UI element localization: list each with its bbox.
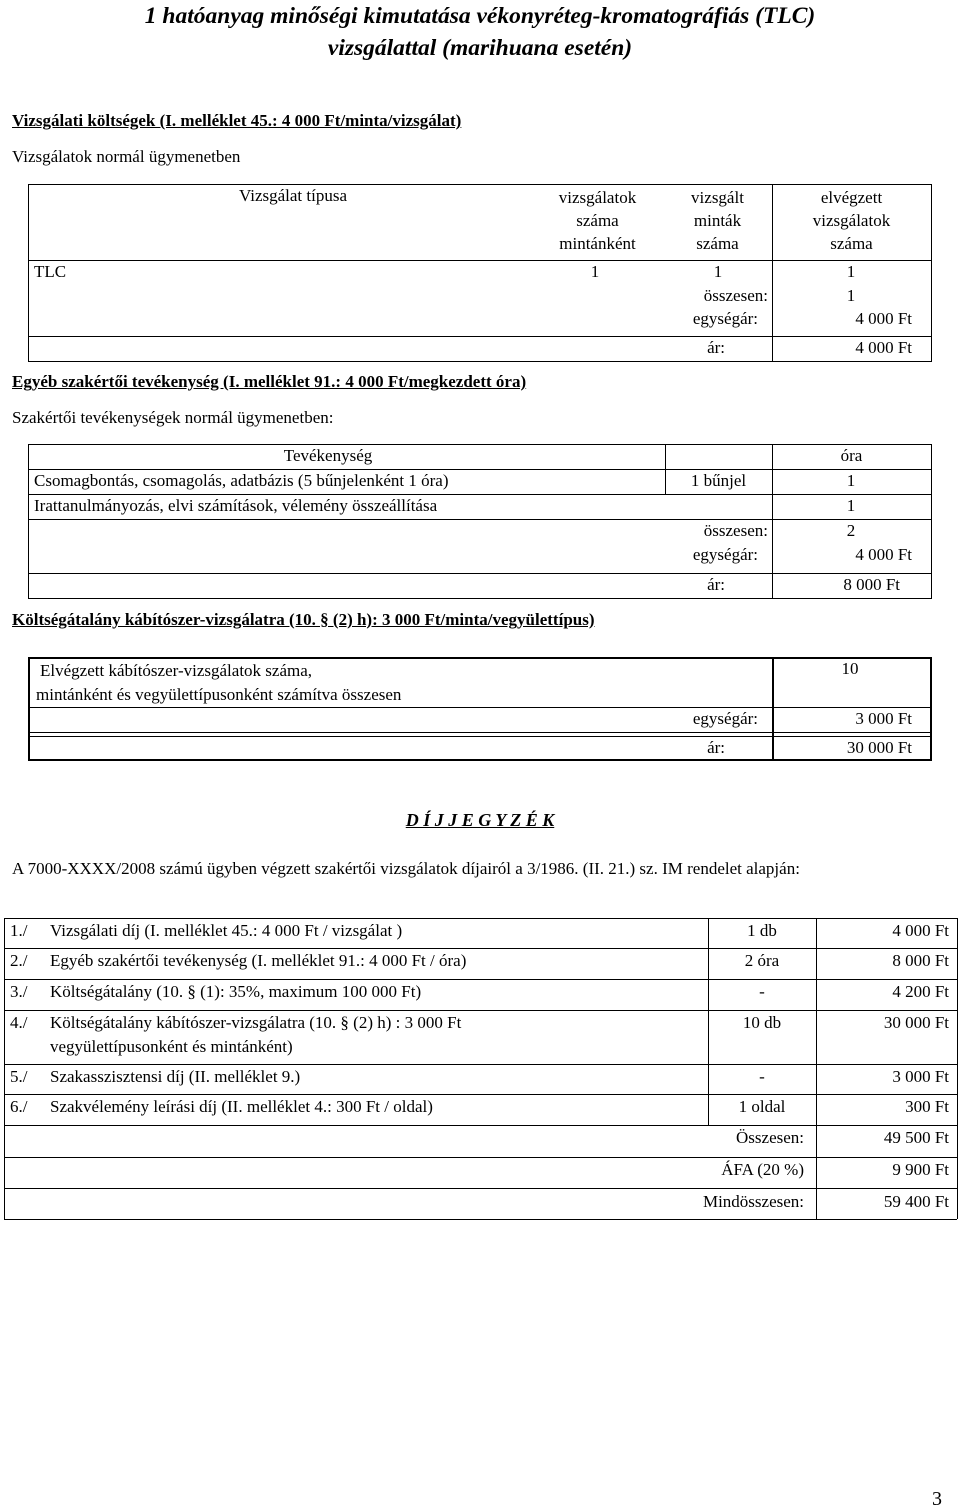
activity-row-1-hours: 1 [846,471,856,490]
fee-vat-value: 9 900 Ft [892,1160,949,1179]
fee-subtotal-value: 49 500 Ft [883,1128,949,1147]
title-line-1: 1 hatóanyag minőségi kimutatása vékonyréteg-kromatográfiás (TLC) [144,3,816,29]
section2-heading: Egyéb szakértői tevékenység (I. melléklet 91.: 4 000 Ft/megkezdett óra) [12,372,527,391]
col-tests-per-sample: vizsgálatok száma mintánként [558,188,637,253]
title-line-2: vizsgálattal (marihuana esetén) [327,35,633,61]
fee-item-description: Szakvélemény leírási díj (II. melléklet 4.: 300 Ft / oldal) [50,1097,433,1116]
fee-list-heading: D Í J J E G Y Z É K [405,810,555,830]
unit-price-label: egységár: [692,709,758,728]
fee-item-number: 6./ [10,1097,28,1116]
fee-item-amount: 4 000 Ft [892,921,949,940]
section1-subheading: Vizsgálatok normál ügymenetben [12,147,241,166]
activity-row-1-qty: 1 bűnjel [690,471,747,490]
fee-item-description: Költségátalány (10. § (1): 35%, maximum 100 000 Ft) [50,982,422,1001]
total-value: 2 [846,521,856,540]
section2-subheading: Szakértői tevékenységek normál ügymenetben: [12,408,334,427]
unit-price-value: 3 000 Ft [855,709,912,728]
total-value: 1 [846,286,856,305]
fee-item-amount: 4 200 Ft [892,982,949,1001]
fee-item-description: Vizsgálati díj (I. melléklet 45.: 4 000 Ft / vizsgálat ) [50,921,403,940]
drug-test-count-label: Elvégzett kábítószer-vizsgálatok száma, mintánként és vegyülettípusonként számítva összesen [36,661,402,704]
row-done: 1 [846,262,856,281]
fee-subtotal-label: Összesen: [736,1128,804,1147]
fee-item-description: Szakasszisztensi díj (II. melléklet 9.) [50,1067,301,1086]
price-label: ár: [707,738,725,757]
section3-heading: Költségátalány kábítószer-vizsgálatra (10. § (2) h): 3 000 Ft/minta/vegyülettípus) [12,610,595,629]
fee-item-amount: 300 Ft [905,1097,949,1116]
unit-price-value: 4 000 Ft [855,309,912,328]
fee-item-number: 3./ [10,982,28,1001]
fee-item-quantity: 2 óra [744,951,780,970]
row-type: TLC [34,262,67,281]
fee-vat-label: ÁFA (20 %) [721,1160,804,1179]
fee-item-number: 4./ [10,1013,28,1032]
fee-item-amount: 30 000 Ft [883,1013,949,1032]
price-label: ár: [707,575,725,594]
fee-item-amount: 8 000 Ft [892,951,949,970]
row-per-sample: 1 [590,262,600,281]
drug-test-count: 10 [841,659,859,678]
page-number: 3 [932,1488,942,1510]
col-test-type: Vizsgálat típusa [238,186,348,205]
fee-grand-total-value: 59 400 Ft [883,1192,949,1211]
fee-item-description-cont: vegyülettípusonként és mintánként) [50,1037,293,1056]
fee-item-description: Egyéb szakértői tevékenység (I. melléklet 91.: 4 000 Ft / óra) [50,951,467,970]
row-samples: 1 [713,262,723,281]
price-value: 8 000 Ft [843,575,900,594]
price-value: 4 000 Ft [855,338,912,357]
section1-heading: Vizsgálati költségek (I. melléklet 45.: 4 000 Ft/minta/vizsgálat) [12,111,462,130]
fee-item-number: 1./ [10,921,28,940]
fee-item-quantity: - [759,1067,765,1086]
fee-item-amount: 3 000 Ft [892,1067,949,1086]
col-activity: Tevékenység [283,446,373,465]
col-hours: óra [840,446,863,465]
col-tests-done: elvégzett vizsgálatok száma [812,188,891,253]
fee-item-number: 2./ [10,951,28,970]
unit-price-label: egységár: [692,309,758,328]
activity-row-1: Csomagbontás, csomagolás, adatbázis (5 bűnjelenként 1 óra) [34,471,449,490]
fee-list-intro: A 7000-XXXX/2008 számú ügyben végzett szakértői vizsgálatok díjairól a 3/1986. (II. 21.) sz. IM rendelet alapján: [12,859,800,878]
fee-item-quantity: 1 oldal [738,1097,786,1116]
fee-item-number: 5./ [10,1067,28,1086]
unit-price-value: 4 000 Ft [855,545,912,564]
activity-row-2-hours: 1 [846,496,856,515]
col-samples: vizsgált minták száma [691,188,744,253]
fee-item-quantity: 1 db [747,921,777,940]
fee-item-quantity: 10 db [742,1013,782,1032]
unit-price-label: egységár: [692,545,758,564]
activity-row-2: Irattanulmányozás, elvi számítások, vélemény összeállítása [34,496,438,515]
fee-item-description: Költségátalány kábítószer-vizsgálatra (10. § (2) h) : 3 000 Ft [50,1013,462,1032]
price-label: ár: [707,338,725,357]
price-value: 30 000 Ft [846,738,912,757]
fee-item-quantity: - [759,982,765,1001]
document-title [0,0,960,64]
fee-grand-total-label: Mindösszesen: [702,1192,804,1211]
total-label: összesen: [703,286,768,305]
total-label: összesen: [703,521,768,540]
